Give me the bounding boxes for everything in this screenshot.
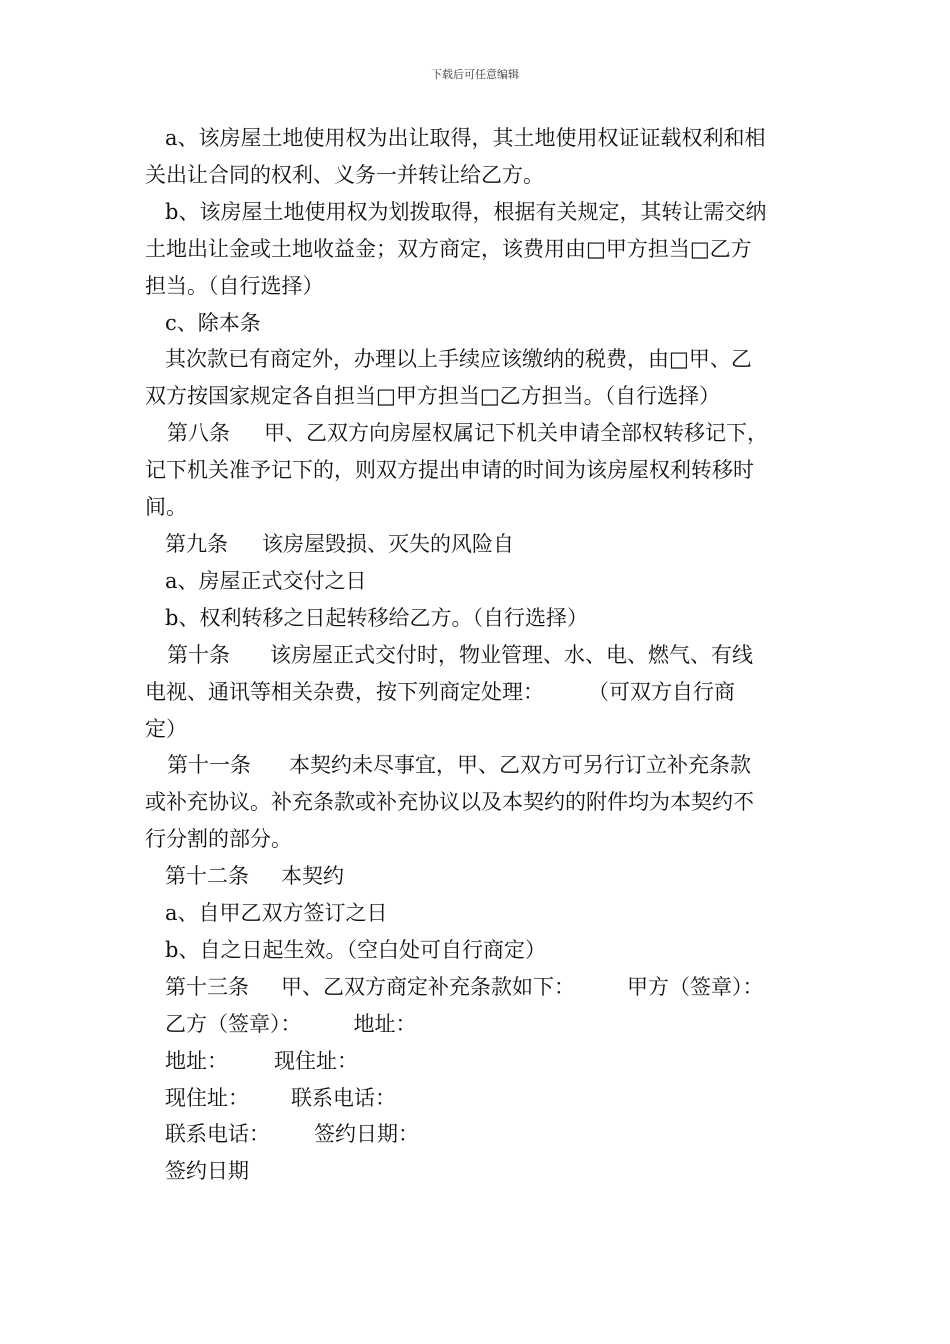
signature-label: 联系电话： <box>291 1085 396 1110</box>
signature-label: 现住址： <box>165 1085 249 1110</box>
signature-label: 联系电话： <box>165 1122 270 1147</box>
paragraph-line: b、权利转移之日起转移给乙方。（自行选择） <box>165 605 588 630</box>
article-text: 该房屋毁损、灭失的风险自 <box>262 531 514 556</box>
paragraph-line: c、除本条 <box>165 310 261 335</box>
article-text: 甲、乙双方向房屋权属记下机关申请全部权转移记下， <box>264 421 768 446</box>
article-title: 第八条 <box>167 421 230 446</box>
line-text: （可双方自行商 <box>588 679 735 704</box>
paragraph-line: 行分割的部分。 <box>145 827 292 852</box>
article-title: 第十二条 <box>165 864 249 889</box>
signature-line: 签约日期 <box>165 1159 249 1184</box>
signature-line <box>145 1116 810 1153</box>
paragraph-line <box>145 674 810 711</box>
paragraph-line: 担当。（自行选择） <box>145 273 324 298</box>
article-11 <box>145 747 810 784</box>
article-text: 本契约 <box>281 864 344 889</box>
paragraph-line: 间。 <box>145 495 187 520</box>
signature-label: 现住址： <box>274 1048 358 1073</box>
article-title: 第十三条 <box>165 974 249 999</box>
article-title: 第十条 <box>167 642 230 667</box>
article-text: 本契约未尽事宜，甲、乙双方可另行订立补充条款 <box>289 753 751 778</box>
signature-label: 地址： <box>353 1011 417 1036</box>
signature-label: 签约日期： <box>314 1122 419 1147</box>
document-body <box>145 120 810 1190</box>
paragraph-line: a、该房屋土地使用权为出让取得，其土地使用权证证载权利和相 <box>165 126 766 150</box>
page-header: 下载后可任意编辑 <box>431 68 519 81</box>
signature-line <box>145 1043 810 1080</box>
signature-line <box>145 1006 810 1043</box>
paragraph-line: a、房屋正式交付之日 <box>165 568 367 593</box>
paragraph-line: 记下机关准予记下的，则双方提出申请的时间为该房屋权利转移时 <box>145 458 754 483</box>
article-title: 第九条 <box>165 531 228 556</box>
article-text: 该房屋正式交付时，物业管理、水、电、燃气、有线 <box>270 642 753 667</box>
article-12 <box>145 858 810 895</box>
signature-label: 地址： <box>165 1048 228 1073</box>
paragraph-line: 或补充协议。补充条款或补充协议以及本契约的附件均为本契约不 <box>145 790 754 815</box>
article-9 <box>145 526 810 563</box>
paragraph-line: 双方按国家规定各自担当□甲方担当□乙方担当。（自行选择） <box>145 384 721 409</box>
signature-line <box>145 1080 810 1117</box>
paragraph-line: 定） <box>145 716 187 741</box>
article-title: 第十一条 <box>167 753 251 778</box>
paragraph-line: a、自甲乙双方签订之日 <box>165 901 388 926</box>
line-text: 电视、通讯等相关杂费，按下列商定处理： <box>145 679 544 704</box>
article-text: 甲、乙双方商定补充条款如下： <box>281 974 575 999</box>
paragraph-line: 土地出让金或土地收益金；双方商定，该费用由□甲方担当□乙方 <box>145 236 752 261</box>
signature-label: 甲方（签章）： <box>627 974 764 999</box>
article-10 <box>145 637 810 674</box>
signature-label: 乙方（签章）： <box>165 1011 302 1036</box>
article-13 <box>145 969 810 1006</box>
article-8 <box>145 415 810 452</box>
paragraph-line: b、自之日起生效。（空白处可自行商定） <box>165 937 546 962</box>
paragraph-line: 其次款已有商定外，办理以上手续应该缴纳的税费，由□甲、乙 <box>165 347 752 372</box>
paragraph-line: b、该房屋土地使用权为划拨取得，根据有关规定，其转让需交纳 <box>165 199 767 224</box>
paragraph-line: 关出让合同的权利、义务一并转让给乙方。 <box>145 162 544 187</box>
